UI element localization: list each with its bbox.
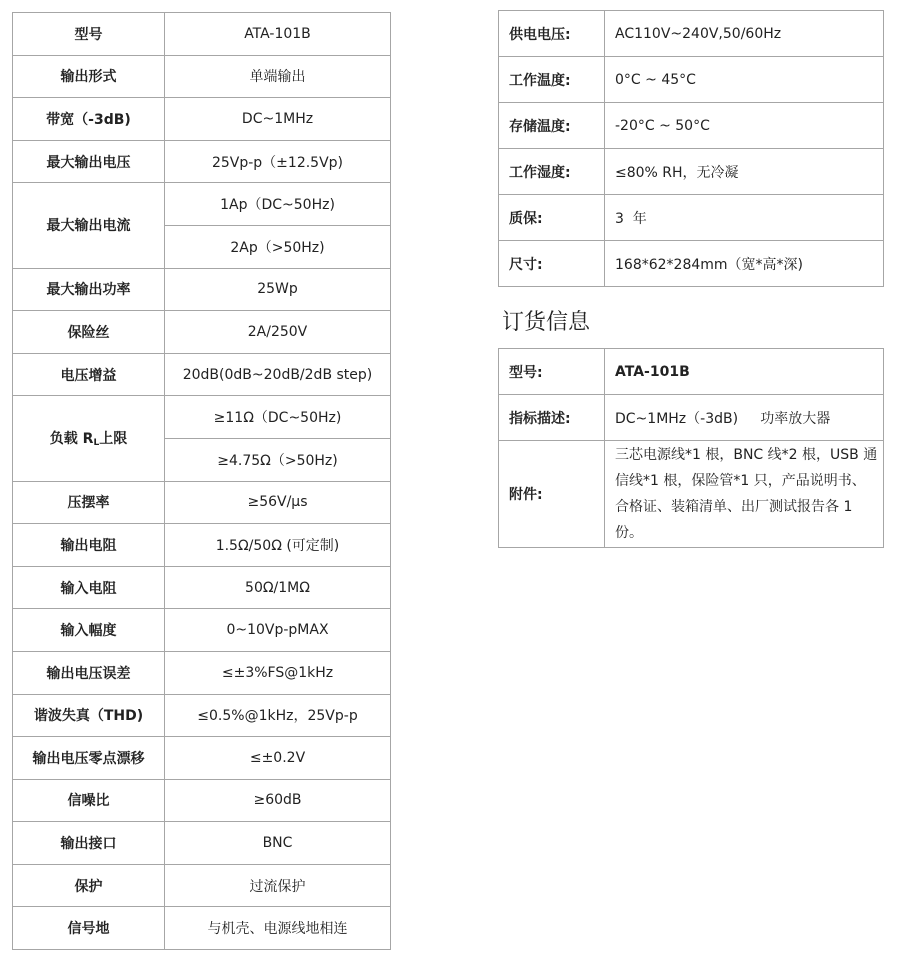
environment-table [498, 10, 884, 287]
order-key: 型号: [499, 349, 605, 395]
spec-value: ≤±0.2V [165, 737, 391, 780]
table-row [13, 353, 391, 396]
table-row [13, 566, 391, 609]
accessories-line: 信线*1 根，保险管*1 只，产品说明书、 [615, 473, 866, 489]
spec-key: 电压增益 [13, 353, 165, 396]
env-value: -20°C ~ 50°C [605, 103, 884, 149]
order-value-accessories [605, 441, 884, 548]
table-row [13, 481, 391, 524]
order-info-table [498, 348, 884, 548]
table-row [499, 103, 884, 149]
table-row [499, 57, 884, 103]
spec-value: BNC [165, 822, 391, 865]
table-row [13, 98, 391, 141]
table-row [499, 195, 884, 241]
table-row [13, 609, 391, 652]
order-value: ATA-101B [605, 349, 884, 395]
env-value: 168*62*284mm（宽*高*深) [605, 241, 884, 287]
table-row [13, 694, 391, 737]
order-key: 附件: [499, 441, 605, 548]
spec-key: 信号地 [13, 907, 165, 950]
table-row [13, 183, 391, 226]
load-key-subscript: L [93, 438, 100, 449]
env-value: AC110V~240V,50/60Hz [605, 11, 884, 57]
spec-value: 2A/250V [165, 311, 391, 354]
order-value: DC~1MHz（-3dB) 功率放大器 [605, 395, 884, 441]
env-value: ≤80% RH，无冷凝 [605, 149, 884, 195]
spec-key: 输出接口 [13, 822, 165, 865]
table-row [13, 140, 391, 183]
table-row [13, 822, 391, 865]
env-key: 存储温度: [499, 103, 605, 149]
env-key: 供电电压: [499, 11, 605, 57]
env-value: 3 年 [605, 195, 884, 241]
spec-key: 带宽（-3dB) [13, 98, 165, 141]
spec-key: 最大输出功率 [13, 268, 165, 311]
spec-key: 型号 [13, 13, 165, 56]
spec-key: 保护 [13, 864, 165, 907]
spec-key: 最大输出电压 [13, 140, 165, 183]
spec-key: 输出形式 [13, 55, 165, 98]
spec-value: DC~1MHz [165, 98, 391, 141]
spec-value: ≥60dB [165, 779, 391, 822]
order-key: 指标描述: [499, 395, 605, 441]
table-row [499, 441, 884, 548]
spec-key [13, 396, 165, 481]
table-row [499, 149, 884, 195]
spec-table [12, 12, 391, 950]
spec-key: 压摆率 [13, 481, 165, 524]
spec-key: 输出电阻 [13, 524, 165, 567]
table-row [499, 241, 884, 287]
table-row [13, 268, 391, 311]
table-row [13, 55, 391, 98]
spec-key: 输出电压误差 [13, 651, 165, 694]
table-row [499, 395, 884, 441]
spec-key: 输入电阻 [13, 566, 165, 609]
env-key: 工作湿度: [499, 149, 605, 195]
spec-value: 1Ap（DC~50Hz) [165, 183, 391, 226]
spec-value: 20dB(0dB~20dB/2dB step) [165, 353, 391, 396]
accessories-line: 三芯电源线*1 根，BNC 线*2 根，USB 通 [615, 447, 878, 463]
spec-value: ATA-101B [165, 13, 391, 56]
accessories-line: 合格证、装箱清单、出厂测试报告各 1 份。 [615, 499, 853, 541]
spec-value: 单端输出 [165, 55, 391, 98]
spec-key: 保险丝 [13, 311, 165, 354]
table-row [499, 349, 884, 395]
spec-value: ≤±3%FS@1kHz [165, 651, 391, 694]
order-info-heading: 订货信息 [502, 310, 591, 335]
spec-key: 输出电压零点漂移 [13, 737, 165, 780]
load-key-prefix: 负载 R [49, 431, 94, 448]
load-key-suffix: 上限 [99, 431, 128, 448]
spec-value: ≥11Ω（DC~50Hz) [165, 396, 391, 439]
spec-value: 0~10Vp-pMAX [165, 609, 391, 652]
spec-key: 输入幅度 [13, 609, 165, 652]
spec-value: 过流保护 [165, 864, 391, 907]
spec-value: 1.5Ω/50Ω (可定制) [165, 524, 391, 567]
table-row [13, 524, 391, 567]
env-key: 工作温度: [499, 57, 605, 103]
table-row [13, 13, 391, 56]
spec-value: 与机壳、电源线地相连 [165, 907, 391, 950]
spec-value: 50Ω/1MΩ [165, 566, 391, 609]
table-row [13, 779, 391, 822]
table-row [13, 864, 391, 907]
env-value: 0°C ~ 45°C [605, 57, 884, 103]
table-row [13, 651, 391, 694]
table-row [13, 737, 391, 780]
spec-key: 最大输出电流 [13, 183, 165, 268]
table-row [13, 907, 391, 950]
spec-key: 谐波失真（THD) [13, 694, 165, 737]
table-row [13, 396, 391, 439]
spec-value: 2Ap（>50Hz) [165, 225, 391, 268]
env-key: 尺寸: [499, 241, 605, 287]
table-row [13, 311, 391, 354]
spec-value: 25Wp [165, 268, 391, 311]
table-row [499, 11, 884, 57]
spec-value: ≥56V/μs [165, 481, 391, 524]
spec-key: 信噪比 [13, 779, 165, 822]
env-key: 质保: [499, 195, 605, 241]
spec-value: ≥4.75Ω（>50Hz) [165, 438, 391, 481]
spec-value: 25Vp-p（±12.5Vp) [165, 140, 391, 183]
spec-value: ≤0.5%@1kHz，25Vp-p [165, 694, 391, 737]
